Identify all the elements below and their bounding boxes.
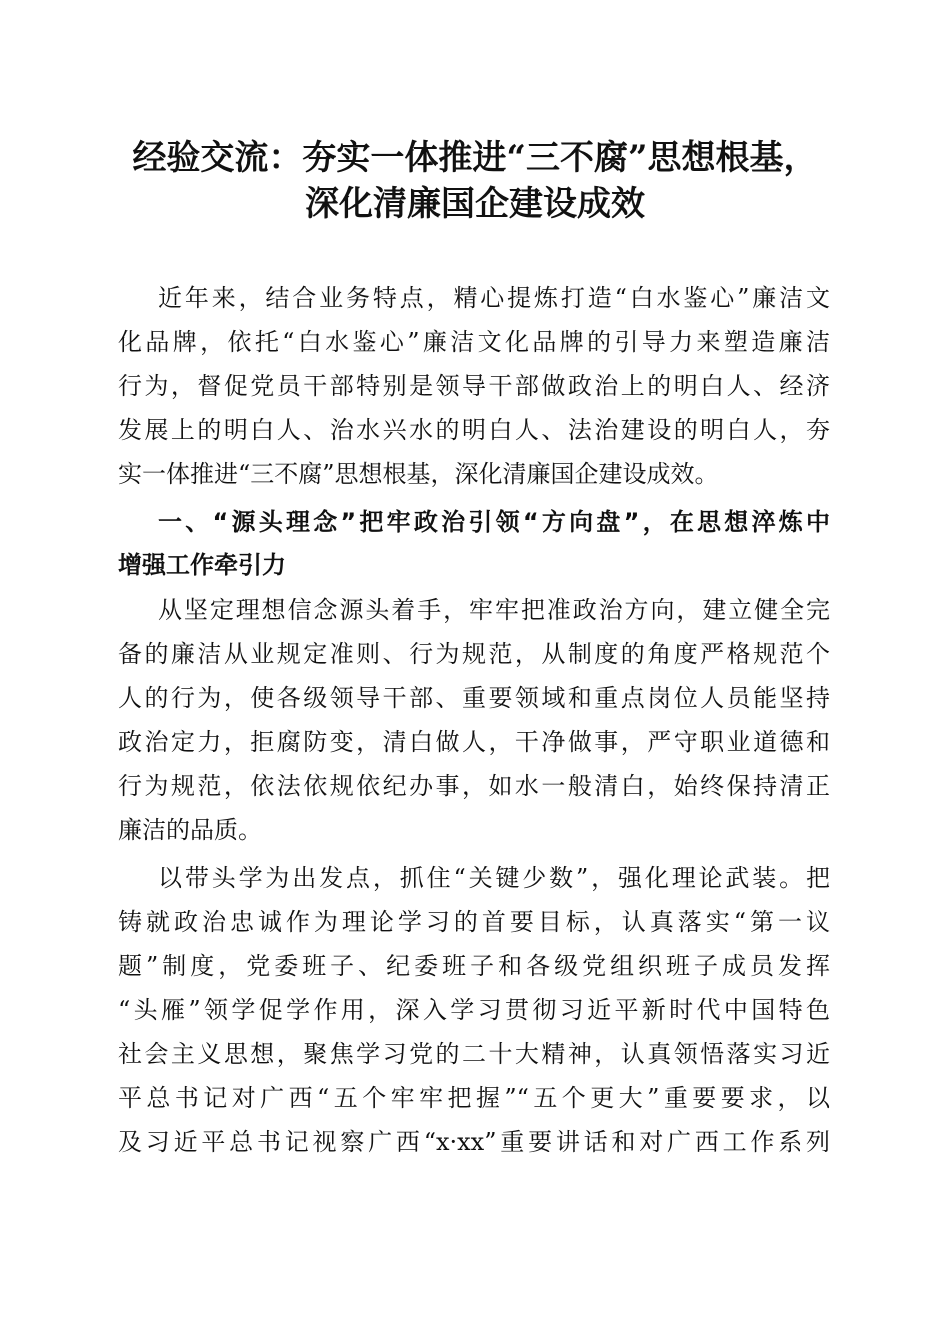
document-title-line-2: 深化清廉国企建设成效 [305,184,645,224]
paragraph-line: 社会主义思想，聚焦学习党的二十大精神，认真领悟落实习近 [118,1040,830,1068]
section-heading-line: 一、“源头理念”把牢政治引领“方向盘”，在思想淬炼中 [158,508,830,536]
paragraph-line: 发展上的明白人、治水兴水的明白人、法治建设的明白人，夯 [118,416,830,444]
paragraph-line: 以带头学为出发点，抓住“关键少数”，强化理论武装。把 [158,864,830,892]
paragraph-line: “头雁”领学促学作用，深入学习贯彻习近平新时代中国特色 [118,996,830,1024]
document-title-line-1: 经验交流：夯实一体推进“三不腐”思想根基， [132,138,818,178]
paragraph-line: 及习近平总书记视察广西“x·xx”重要讲话和对广西工作系列 [118,1128,830,1156]
paragraph-line: 实一体推进“三不腐”思想根基，深化清廉国企建设成效。 [118,460,719,488]
paragraph-line: 廉洁的品质。 [118,816,262,844]
paragraph-line: 备的廉洁从业规定准则、行为规范，从制度的角度严格规范个 [118,640,830,668]
paragraph-line: 题”制度，党委班子、纪委班子和各级党组织班子成员发挥 [118,952,830,980]
paragraph-line: 政治定力，拒腐防变，清白做人，干净做事，严守职业道德和 [118,728,830,756]
section-heading-line: 增强工作牵引力 [118,551,286,579]
paragraph-line: 行为，督促党员干部特别是领导干部做政治上的明白人、经济 [118,372,830,400]
paragraph-line: 化品牌，依托“白水鉴心”廉洁文化品牌的引导力来塑造廉洁 [118,328,830,356]
paragraph-line: 近年来，结合业务特点，精心提炼打造“白水鉴心”廉洁文 [158,284,830,312]
paragraph-line: 平总书记对广西“五个牢牢把握”“五个更大”重要要求，以 [118,1084,830,1112]
paragraph-line: 行为规范，依法依规依纪办事，如水一般清白，始终保持清正 [118,772,830,800]
paragraph-line: 人的行为，使各级领导干部、重要领域和重点岗位人员能坚持 [118,684,830,712]
paragraph-line: 铸就政治忠诚作为理论学习的首要目标，认真落实“第一议 [118,908,830,936]
paragraph-line: 从坚定理想信念源头着手，牢牢把准政治方向，建立健全完 [158,596,830,624]
